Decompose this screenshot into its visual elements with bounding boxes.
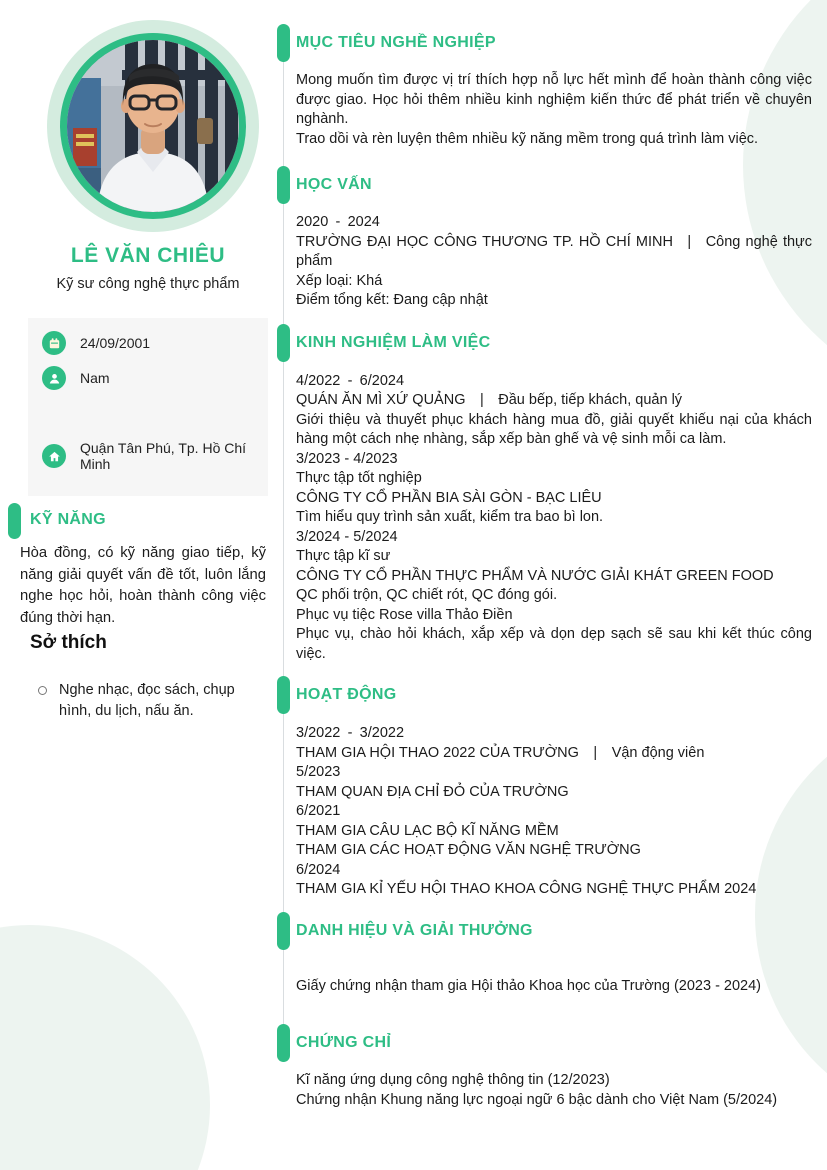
skills-text: Hòa đồng, có kỹ năng giao tiếp, kỹ năng giải quyết vấn đề tốt, luôn lắng nghe học hỏi, hoàn thành công việc đúng thời hạn.	[20, 545, 266, 626]
skills-section-marker	[8, 503, 21, 539]
bullet-circle-icon	[38, 686, 47, 695]
activity-line: THAM GIA CÂU LẠC BỘ KĨ NĂNG MỀM	[296, 822, 559, 839]
experience-line: Tìm hiểu quy trình sản xuất, kiểm tra bao bì lon.	[296, 509, 604, 525]
award-line: Giấy chứng nhận tham gia Hội thảo Khoa học của Trường (2023 - 2024)	[296, 977, 762, 994]
section-header-objective	[276, 24, 812, 62]
activity-line: THAM GIA CÁC HOẠT ĐỘNG VĂN NGHỆ TRƯỜNG	[296, 842, 641, 858]
certificates-heading: CHỨNG CHỈ	[296, 1034, 392, 1051]
objective-body	[276, 71, 812, 149]
activities-body	[276, 724, 812, 900]
experience-heading: KINH NGHIỆM LÀM VIỆC	[296, 333, 491, 351]
contact-row-gender	[42, 366, 254, 390]
user-icon	[42, 366, 66, 390]
experience-line: 4/2022 - 6/2024	[296, 372, 405, 389]
certificate-line: Kĩ năng ứng dụng công nghệ thông tin (12/2023)	[296, 1072, 610, 1088]
activity-line: 3/2022 - 3/2022	[296, 725, 405, 741]
profile-photo	[67, 40, 239, 212]
section-marker	[277, 912, 290, 950]
section-marker	[277, 676, 290, 714]
hobbies-heading: Sở thích	[30, 632, 107, 653]
awards-body	[276, 977, 812, 997]
experience-line: Phục vụ, chào hỏi khách, xắp xếp và dọn dẹp sạch sẽ sau khi kết thúc công việc.	[296, 626, 812, 662]
section-header-awards	[276, 912, 812, 950]
right-column	[276, 0, 812, 1110]
objective-heading: MỤC TIÊU NGHỀ NGHIỆP	[296, 34, 496, 51]
section-marker	[277, 324, 290, 362]
activity-line: 6/2024	[296, 861, 341, 878]
experience-line: CÔNG TY CỔ PHẦN BIA SÀI GÒN - BẠC LIÊU	[296, 489, 602, 506]
experience-line: Thực tập tốt nghiệp	[296, 470, 422, 486]
education-line: 2020 - 2024	[296, 214, 380, 230]
certificate-line: Chứng nhận Khung năng lực ngoại ngữ 6 bậc dành cho Việt Nam (5/2024)	[296, 1091, 778, 1108]
birthday-value: 24/09/2001	[80, 335, 151, 351]
avatar-ring	[60, 33, 246, 219]
contact-row-birthday	[42, 331, 254, 355]
section-marker	[277, 166, 290, 204]
education-line: Xếp loại: Khá	[296, 272, 383, 289]
candidate-title: Kỹ sư công nghệ thực phẩm	[56, 276, 240, 292]
experience-line: QUÁN ĂN MÌ XỨ QUẢNG | Đầu bếp, tiếp khách, quản lý	[296, 392, 683, 408]
education-heading: HỌC VẤN	[296, 176, 372, 193]
education-body	[276, 213, 812, 311]
education-line: Điểm tổng kết: Đang cập nhật	[296, 292, 488, 308]
activity-line: 5/2023	[296, 764, 341, 780]
activity-line: 6/2021	[296, 803, 341, 819]
section-header-certificates	[276, 1024, 812, 1062]
experience-line: 3/2023 - 4/2023	[296, 450, 398, 467]
calendar-icon	[42, 331, 66, 355]
section-marker	[277, 24, 290, 62]
section-header-education	[276, 166, 812, 204]
experience-body	[276, 372, 812, 665]
skills-heading: KỸ NĂNG	[30, 511, 106, 528]
home-icon	[42, 444, 66, 468]
hobby-text: Nghe nhạc, đọc sách, chụp hình, du lịch, nấu ăn.	[59, 682, 235, 719]
activity-line: THAM GIA KỈ YẾU HỘI THAO KHOA CÔNG NGHỆ THỰC PHẨM 2024	[296, 881, 757, 897]
objective-paragraph-2: Trao dồi và rèn luyện thêm nhiều kỹ năng mềm trong quá trình làm việc.	[296, 130, 759, 147]
experience-line: Phục vụ tiệc Rose villa Thảo Điền	[296, 606, 513, 623]
section-marker	[277, 1024, 290, 1062]
gender-value: Nam	[80, 370, 110, 386]
info-box-spacer	[42, 401, 254, 440]
activities-heading: HOẠT ĐỘNG	[296, 686, 397, 703]
section-header-activities	[276, 676, 812, 714]
experience-line: Thực tập kĩ sư	[296, 548, 391, 564]
contact-row-address	[42, 440, 254, 472]
contact-info-box	[28, 318, 268, 496]
experience-line: CÔNG TY CỔ PHẦN THỰC PHẨM VÀ NƯỚC GIẢI KHÁT GREEN FOOD	[296, 567, 774, 584]
left-column	[0, 0, 296, 1170]
avatar	[47, 20, 259, 232]
activity-line: THAM QUAN ĐỊA CHỈ ĐỎ CỦA TRƯỜNG	[296, 783, 569, 800]
section-header-experience	[276, 324, 812, 362]
awards-heading: DANH HIỆU VÀ GIẢI THƯỞNG	[296, 921, 533, 939]
profile-photo-illustration	[67, 40, 239, 212]
certificates-body	[276, 1071, 812, 1110]
experience-line: QC phối trộn, QC chiết rót, QC đóng gói.	[296, 587, 558, 603]
education-line: TRƯỜNG ĐẠI HỌC CÔNG THƯƠNG TP. HỒ CHÍ MINH | Công nghệ thực phẩm	[296, 233, 812, 269]
experience-line: Giới thiệu và thuyết phục khách hàng mua đồ, giải quyết khiếu nại của khách hàng một cách nhẹ nhàng, sắp xếp bàn ghế và vệ sinh mỗi ca làm.	[296, 411, 812, 447]
activity-line: THAM GIA HỘI THAO 2022 CỦA TRƯỜNG | Vận động viên	[296, 744, 705, 761]
experience-line: 3/2024 - 5/2024	[296, 528, 398, 545]
hobby-list-item	[38, 680, 258, 722]
address-value: Quận Tân Phú, Tp. Hồ Chí Minh	[80, 440, 247, 472]
candidate-name: LÊ VĂN CHIÊU	[70, 244, 226, 267]
objective-paragraph-1: Mong muốn tìm được vị trí thích hợp nỗ lực hết mình để hoàn thành công việc được giao. Học hỏi thêm nhiều kinh nghiệm kiến thức để phát triển về chuyên nghành.	[296, 72, 812, 127]
